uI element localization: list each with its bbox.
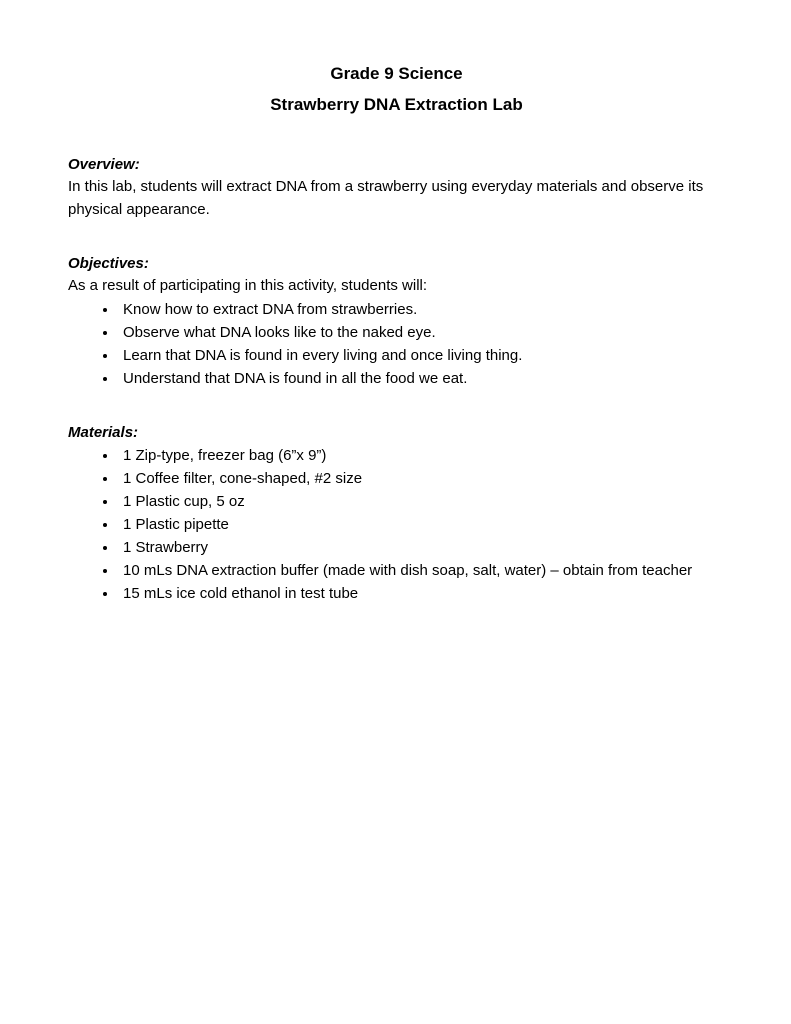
objectives-section	[68, 253, 725, 390]
overview-body: In this lab, students will extract DNA from a strawberry using everyday materials and observe its physical appearance.	[68, 178, 704, 218]
doc-title-line2: Strawberry DNA Extraction Lab	[270, 95, 523, 114]
materials-list-item: • 10 mLs DNA extraction buffer (made with dish soap, salt, water) – obtain from teacher	[118, 559, 725, 582]
objectives-list-item: • Know how to extract DNA from strawberries.	[118, 298, 725, 321]
materials-heading: Materials:	[68, 423, 139, 441]
objectives-list-item: • Learn that DNA is found in every living and once living thing.	[118, 344, 725, 367]
materials-list-item: • 1 Strawberry	[118, 536, 725, 559]
materials-list	[68, 444, 725, 605]
objectives-list-item: • Observe what DNA looks like to the naked eye.	[118, 321, 725, 344]
objectives-list	[68, 298, 725, 390]
materials-list-item: • 1 Plastic cup, 5 oz	[118, 490, 725, 513]
materials-list-item: • 15 mLs ice cold ethanol in test tube	[118, 582, 725, 605]
materials-list-item: • 1 Plastic pipette	[118, 513, 725, 536]
overview-heading: Overview:	[68, 156, 140, 173]
objectives-heading: Objectives:	[68, 255, 149, 272]
materials-list-item: • 1 Zip-type, freezer bag (6”x 9”)	[118, 444, 725, 467]
doc-title-line1: Grade 9 Science	[330, 64, 463, 83]
materials-list-item: • 1 Coffee filter, cone-shaped, #2 size	[118, 467, 725, 490]
overview-section	[68, 154, 725, 221]
objectives-intro: As a result of participating in this activity, students will:	[68, 277, 428, 294]
title-block	[68, 58, 725, 120]
objectives-list-item: • Understand that DNA is found in all the food we eat.	[118, 367, 725, 390]
materials-section	[68, 422, 725, 605]
